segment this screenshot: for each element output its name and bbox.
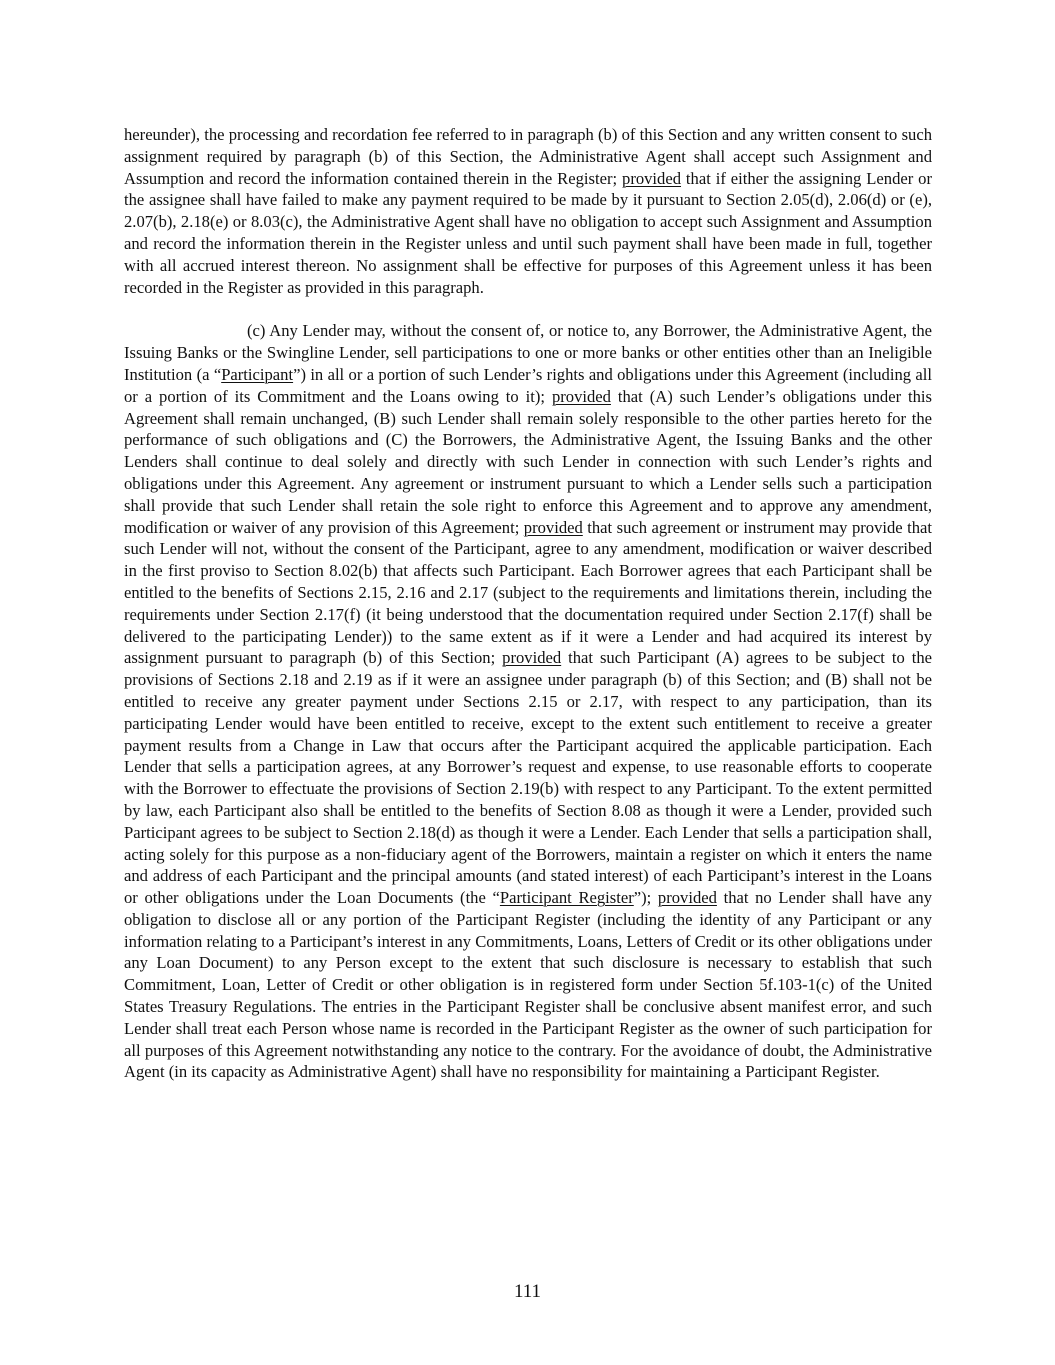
paragraph-label: (c) (247, 321, 266, 341)
defined-term: provided (523, 517, 583, 537)
defined-term: provided (622, 168, 682, 188)
document-body (124, 124, 932, 1083)
text-run: that such Participant (A) agrees to be subject to the provisions of Sections 2.18 and 2.19 as if it were an assignee under paragraph (b) of this Section; and (B) shall not be entitled to receive any greater payment under Sections 2.15 or 2.17, with respect to any participation, than its participating Lender would have been entitled to receive, except to the extent such entitlement to receive a greater payment results from a Change in Law that occurs after the Participant acquired the applicable participation. Each Lender that sells a participation agrees, at any Borrower’s request and expense, to use reasonable efforts to cooperate with the Borrower to effectuate the provisions of Section 2.19(b) with respect to any Participant. To the extent permitted by law, each Participant also shall be entitled to the benefits of Section 8.08 as though it were a Lender, provided such Participant agrees to be subject to Section 2.18(d) as though it were a Lender. Each Lender that sells a participation shall, acting solely for this purpose as a non-fiduciary agent of the Borrowers, maintain a register on which it enters the name and address of each Participant and the principal amounts (and stated interest) of each Participant’s interest in the Loans or other obligations under the Loan Documents (the “ (124, 648, 932, 908)
text-run: that such agreement or instrument may provide that such Lender will not, without the consent of the Participant, agree to any amendment, modification or waiver described in the first proviso to Section 8.02(b) that affects such Participant. Each Borrower agrees that each Participant shall be entitled to the benefits of Sections 2.15, 2.16 and 2.17 (subject to the requirements and limitations therein, including the requirements under Section 2.17(f) (it being understood that the documentation required under Section 2.17(f) shall be delivered to the participating Lender)) to the same extent as if it were a Lender and had acquired its interest by assignment pursuant to paragraph (b) of this Section; (124, 517, 932, 668)
text-run: that if either the assigning Lender or the assignee shall have failed to make any payment required to be made by it pursuant to Section 2.05(d), 2.06(d) or (e), 2.07(b), 2.18(e) or 8.03(c), the Administrative Agent shall have no obligation to accept such Assignment and Assumption and record the information therein in the Register unless and until such payment shall have been made in full, together with all accrued interest thereon. No assignment shall be effective for purposes of this Agreement unless it has been recorded in the Register as provided in this paragraph. (124, 168, 933, 297)
text-run: ”); (633, 888, 658, 908)
paragraph-continuation (124, 124, 932, 298)
defined-term: Participant Register (499, 888, 634, 908)
defined-term: provided (502, 648, 562, 668)
defined-term: provided (657, 888, 717, 908)
defined-term: Participant (221, 364, 294, 384)
text-run: hereunder), the processing and recordation fee referred to in paragraph (b) of this Section and any written consent to such assignment required by paragraph (b) of this Section, the Administrative Agent shall accept such Assignment and Assumption and record the information contained therein in the Register; (124, 125, 932, 188)
page-number: 111 (513, 1281, 542, 1302)
defined-term: provided (551, 386, 611, 406)
text-run: that (A) such Lender’s obligations under this Agreement shall remain unchanged, (B) such Lender shall remain solely responsible to the other parties hereto for the performance of such obligations and (C) the Borrowers, the Administrative Agent, the Issuing Banks and the other Lenders shall continue to deal solely and directly with such Lender in connection with such Lender’s rights and obligations under this Agreement. Any agreement or instrument pursuant to which a Lender sells such a participation shall provide that such Lender shall retain the sole right to enforce this Agreement and to approve any amendment, modification or waiver of any provision of this Agreement; (124, 386, 932, 537)
text-run: ”) in all or a portion of such Lender’s rights and obligations under this Agreement (including all or a portion of its Commitment and the Loans owing to it); (124, 364, 932, 406)
text-run: Any Lender may, without the consent of, or notice to, any Borrower, the Administrative Agent, the Issuing Banks or the Swingline Lender, sell participations to one or more banks or other entities other than an Ineligible Institution (a “ (124, 321, 932, 384)
text-run: that no Lender shall have any obligation to disclose all or any portion of the Participant Register (including the identity of any Participant or any information relating to a Participant’s interest in any Commitments, Loans, Letters of Credit or its other obligations under any Loan Document) to any Person except to the extent that such disclosure is necessary to establish that such Commitment, Loan, Letter of Credit or other obligation is in registered form under Section 5f.103-1(c) of the United States Treasury Regulations. The entries in the Participant Register shall be conclusive absent manifest error, and such Lender shall treat each Person whose name is recorded in the Participant Register as the owner of such participation for all purposes of this Agreement notwithstanding any notice to the contrary. For the avoidance of doubt, the Administrative Agent (in its capacity as Administrative Agent) shall have no responsibility for maintaining a Participant Register. (124, 888, 932, 1082)
paragraph-c (124, 320, 932, 1083)
